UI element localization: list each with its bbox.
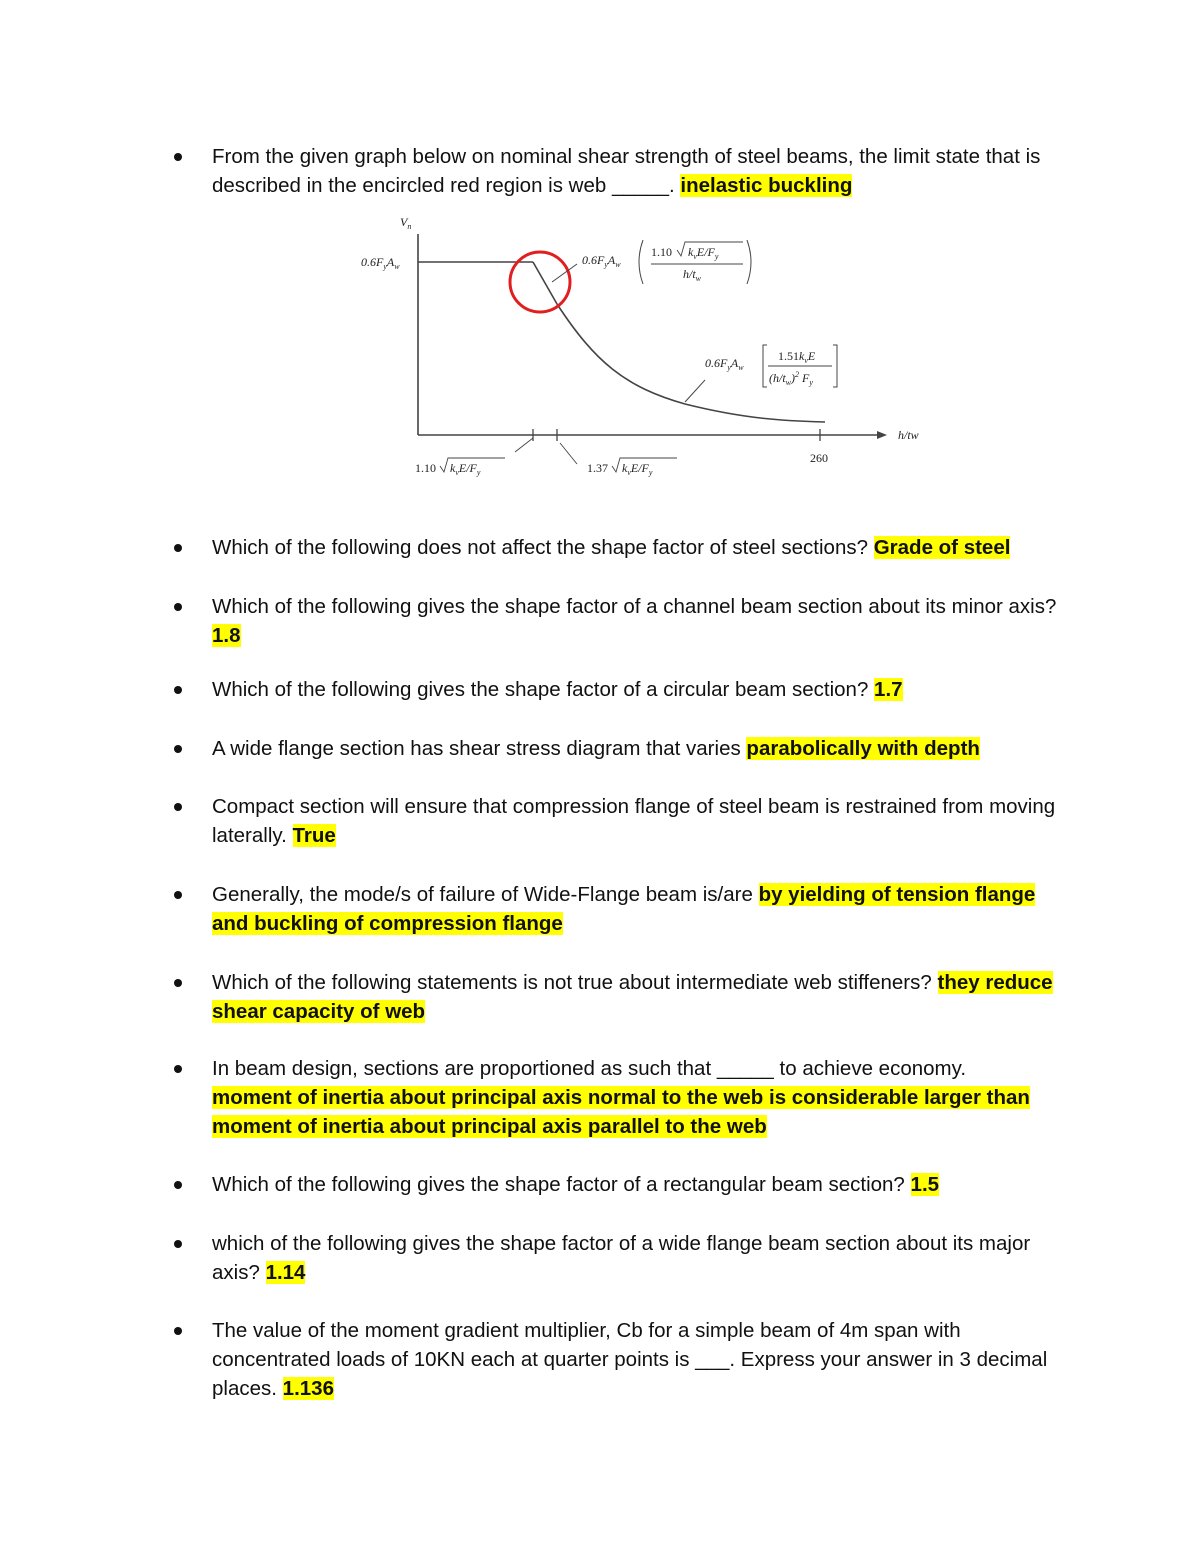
question-text: A wide flange section has shear stress diagram that varies — [212, 737, 741, 760]
answer-highlight: True — [292, 824, 336, 847]
question-text: Which of the following does not affect the shape factor of steel sections? — [212, 536, 869, 559]
list-item — [212, 675, 1072, 704]
x-axis-label: h/tw — [898, 428, 919, 442]
question-text: The value of the moment gradient multiplier, Cb for a simple beam of 4m span with concentrated loads of 10KN each at quarter points is ___. Express your answer in 3 decimal places. — [212, 1319, 1048, 1400]
bullet — [174, 153, 182, 161]
list-item — [212, 1316, 1072, 1403]
list-item — [212, 880, 1072, 938]
x-tick-label-1 — [415, 458, 505, 477]
bullet — [174, 1327, 182, 1335]
svg-text:1.10: 1.10 — [651, 245, 672, 259]
bullet — [174, 745, 182, 753]
answer-highlight: parabolically with depth — [746, 737, 980, 760]
bullet — [174, 891, 182, 899]
svg-text:kvE/Fy: $k_vE/F_y$ — [622, 461, 653, 477]
graph-svg — [355, 212, 935, 492]
inelastic-line — [533, 262, 557, 304]
answer-highlight: 1.8 — [212, 624, 241, 647]
list-item — [212, 1229, 1072, 1287]
inelastic-formula — [582, 240, 751, 284]
question-text: Which of the following gives the shape factor of a circular beam section? — [212, 678, 869, 701]
question-text: which of the following gives the shape factor of a wide flange beam section about its major axis? — [212, 1232, 1031, 1284]
list-item — [212, 734, 1072, 763]
y-axis-label: $V_n$ — [400, 215, 412, 231]
elastic-curve — [557, 304, 825, 422]
answer-highlight: 1.136 — [282, 1377, 334, 1400]
answer-highlight: inelastic buckling — [680, 174, 853, 197]
svg-text:kvE/Fy: $k_vE/F_y$ — [450, 461, 481, 477]
svg-text:1.10: 1.10 — [415, 461, 436, 475]
svg-text:h/tw: $h/t_w$ — [683, 267, 702, 283]
leader-line-elastic — [685, 380, 705, 402]
answer-highlight: 1.14 — [265, 1261, 306, 1284]
svg-text:0.6FyAw: $0.6F_yA_w$ — [705, 356, 744, 372]
question-text: Which of the following gives the shape factor of a channel beam section about its minor axis? — [212, 595, 1057, 618]
question-text: From the given graph below on nominal shear strength of steel beams, the limit state that is described in the encircled red region is web _____. — [212, 145, 1041, 197]
list-item — [212, 533, 1072, 562]
answer-highlight: they reduce shear capacity of web — [212, 971, 1053, 1023]
question-text: Generally, the mode/s of failure of Wide-Flange beam is/are — [212, 883, 753, 906]
highlight-circle — [510, 252, 570, 312]
list-item — [212, 592, 1072, 650]
x-tick-label-2 — [587, 458, 677, 477]
bullet — [174, 1065, 182, 1073]
plateau-label: $0.6F_yA_w$ — [361, 255, 400, 271]
bullet — [174, 544, 182, 552]
list-item — [212, 1054, 1072, 1141]
answer-highlight: by yielding of tension flange and buckling of compression flange — [212, 883, 1036, 935]
bullet — [174, 1240, 182, 1248]
svg-text:kvE/Fy: $k_vE/F_y$ — [688, 245, 719, 261]
svg-text:(h/tw)2 Fy: $(h/t_w)^2$ $F_y$ — [769, 370, 813, 387]
svg-text:1.51kvE: $1.51k_vE$ — [778, 349, 816, 365]
question-text: In beam design, sections are proportioned as such that _____ to achieve economy. — [212, 1057, 967, 1080]
bullet — [174, 979, 182, 987]
bullet — [174, 803, 182, 811]
answer-highlight: 1.7 — [874, 678, 903, 701]
x-tick-label-3: 260 — [810, 451, 828, 465]
bullet — [174, 603, 182, 611]
list-item — [212, 968, 1072, 1026]
question-text: Which of the following gives the shape factor of a rectangular beam section? — [212, 1173, 905, 1196]
elastic-formula — [705, 345, 837, 387]
svg-text:0.6FyAw: $0.6F_yA_w$ — [582, 253, 621, 269]
x-axis-arrow — [877, 431, 887, 439]
list-item — [212, 142, 1072, 200]
bullet — [174, 686, 182, 694]
answer-highlight: moment of inertia about principal axis normal to the web is considerable larger than moment of inertia about principal axis parallel to the web — [212, 1086, 1030, 1138]
question-text: Compact section will ensure that compression flange of steel beam is restrained from moving laterally. — [212, 795, 1056, 847]
bullet — [174, 1181, 182, 1189]
answer-highlight: 1.5 — [910, 1173, 940, 1196]
list-item — [212, 1170, 1072, 1199]
list-item — [212, 792, 1072, 850]
svg-text:1.37: 1.37 — [587, 461, 608, 475]
answer-highlight: Grade of steel — [873, 536, 1011, 559]
shear-strength-graph — [355, 212, 935, 492]
question-text: Which of the following statements is not true about intermediate web stiffeners? — [212, 971, 932, 994]
